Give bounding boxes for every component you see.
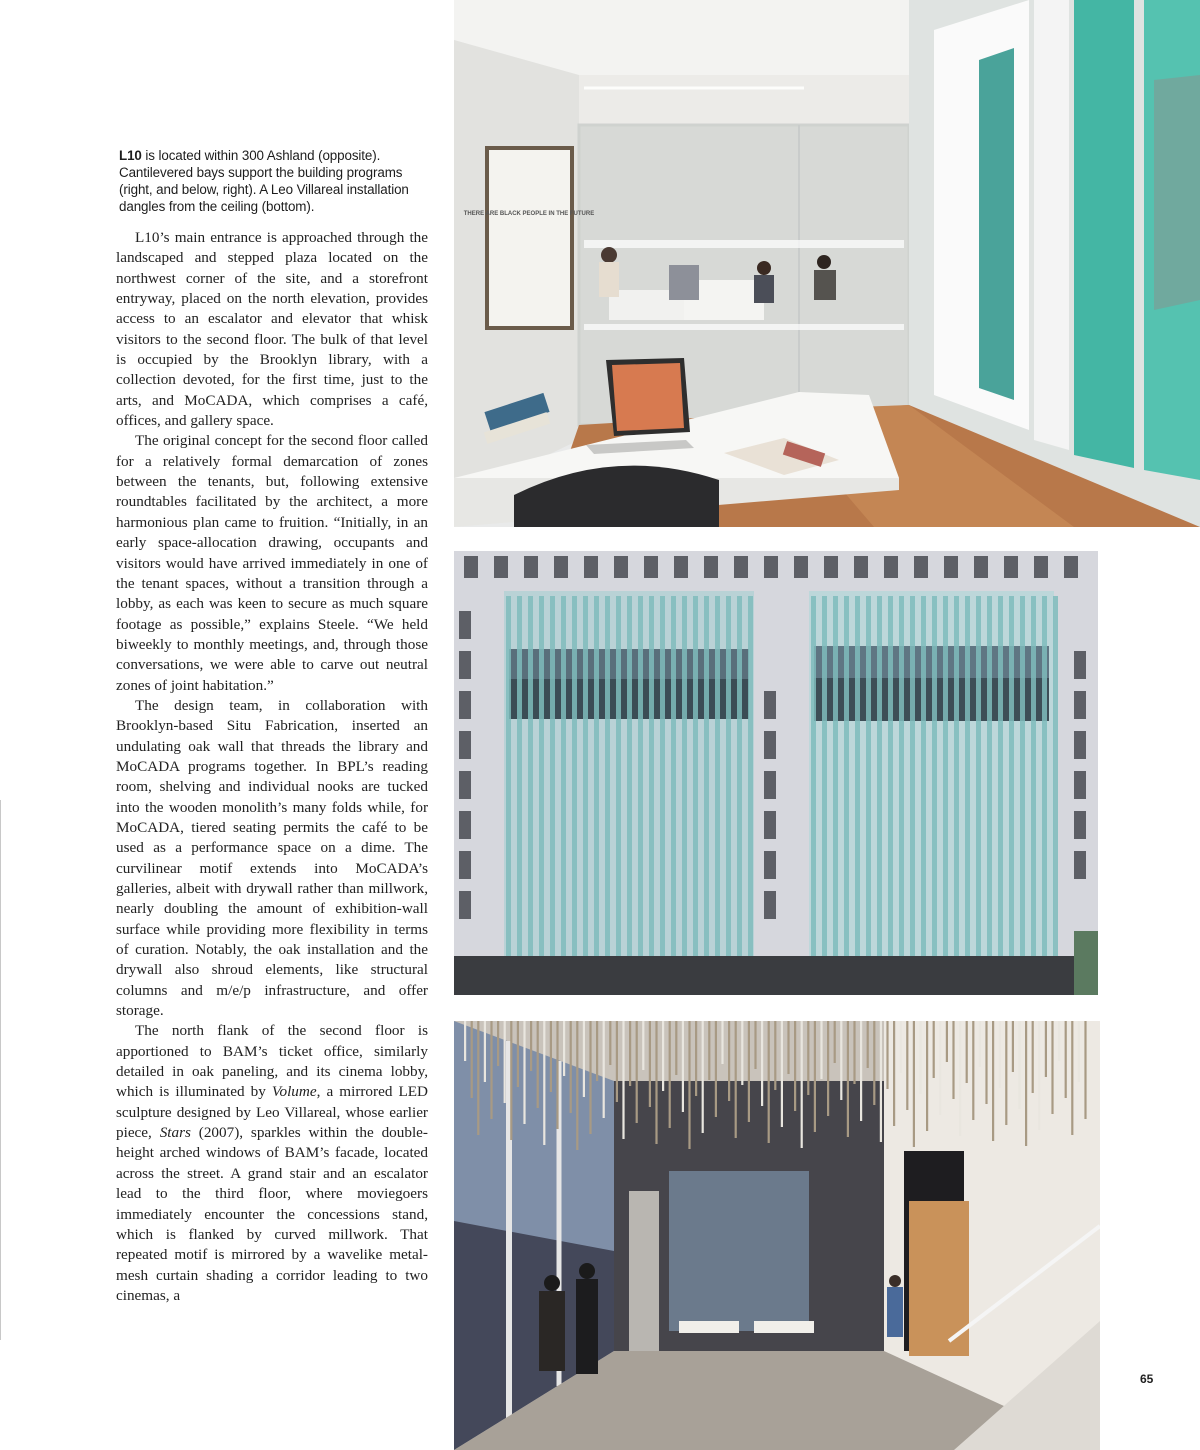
office-interior-photo: [454, 0, 1200, 527]
article-body: [116, 228, 428, 1306]
caption-lead: L10: [119, 148, 142, 163]
article-paragraph-2: The original concept for the second floor called for a relatively formal demarcation of zones between the tenants, but, following extensive roundtables facilitated by the architect, a more harmonious plan came to fruition. “Initially, in an early space-allocation drawing, occupants and visitors would have arrived immediately in one of the tenant spaces, without a transition through a lobby, as each was keen to secure as much square footage as possible,” explains Steele. “We held biweekly to monthly meetings, and, through those conversations, we were able to carve out neutral zones of joint habitation.”: [116, 432, 428, 694]
page-edge-rule: [0, 800, 1, 1340]
paragraph-4-part-1: The north flank of the second floor is apportioned to BAM’s ticket office, similarly detailed in oak paneling, and its cinema lobby, which is illuminated by: [116, 1022, 428, 1101]
facade-fins-photo: [454, 551, 1098, 995]
artwork-text: THERE ARE BLACK PEOPLE IN THE FUTURE: [463, 211, 595, 217]
article-paragraph-3: The design team, in collaboration with Brooklyn-based Situ Fabrication, inserted an undulating oak wall that threads the library and MoCADA programs together. In BPL’s reading room, shelving and individual nooks are tucked into the wooden monolith’s many folds while, for MoCADA, tiered seating permits the café to be used as a performance space on a dime. The curvilinear motif extends into MoCADA’s galleries, albeit with drywall rather than millwork, nearly doubling the amount of exhibition-wall surface while providing more flexibility in terms of curation. Notably, the oak installation and the drywall also shroud elements, like structural columns and m/e/p infrastructure, and offer storage.: [116, 696, 428, 1020]
caption-text: is located within 300 Ashland (opposite). Cantilevered bays support the building programs (right, and below, right). A Leo Villareal installation dangles from the ceiling (bottom).: [119, 148, 409, 214]
cinema-lobby-photo: [454, 1021, 1100, 1450]
paragraph-4-part-2: , a mirrored LED sculpture designed by Leo Villareal, whose earlier piece,: [116, 1083, 429, 1142]
artwork-title-volume: Volume: [271, 1083, 317, 1101]
page-number: 65: [1140, 1372, 1154, 1386]
photo-caption: [119, 147, 429, 215]
paragraph-4-part-3: (2007), sparkles within the double-height arched windows of BAM’s facade, located across the street. A grand stair and an escalator lead to the third floor, where moviegoers immediately encounter the concessions stand, which is flanked by curved millwork. That repeated motif is mirrored by a wavelike metal-mesh curtain shading a corridor leading to two cinemas, a: [116, 1124, 428, 1304]
artwork-title-stars: Stars: [159, 1124, 191, 1142]
article-paragraph-1: L10’s main entrance is approached through the landscaped and stepped plaza located on the northwest corner of the site, and a storefront entryway, placed on the north elevation, provides access to an escalator and elevator that whisk visitors to the second floor. The bulk of that level is occupied by the Brooklyn library, with a collection devoted, for the first time, just to the arts, and MoCADA, which comprises a café, offices, and gallery space.: [116, 229, 428, 430]
article-paragraph-4: [116, 1021, 428, 1306]
